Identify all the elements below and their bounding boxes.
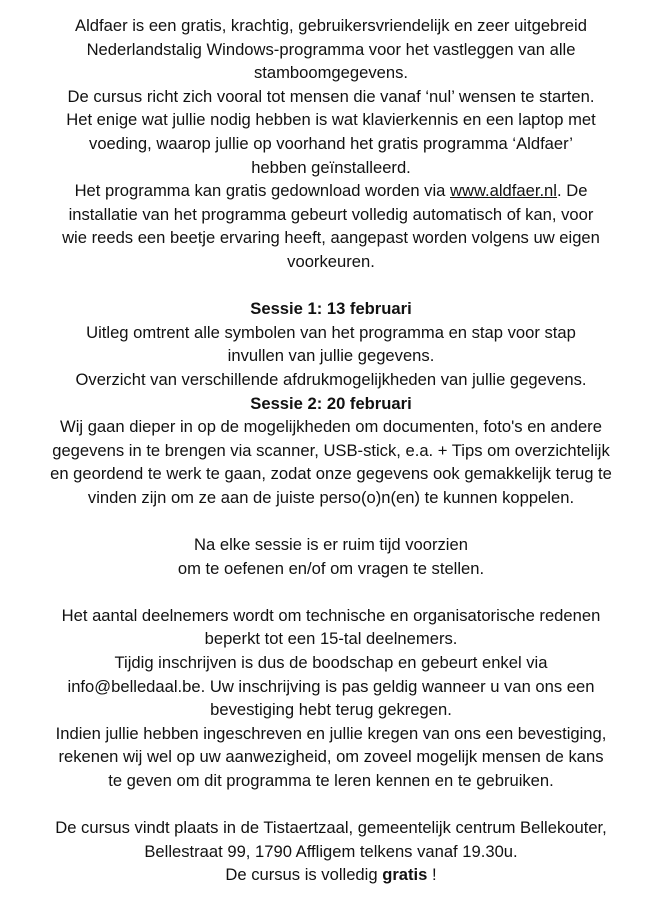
free-course-line [10, 863, 652, 887]
text-line: Overzicht van verschillende afdrukmogelijkheden van jullie gegevens. [75, 369, 587, 389]
text-line: Na elke sessie is er ruim tijd voorzien [194, 535, 468, 555]
text-line: info@belledaal.be. Uw inschrijving is pas geldig wanneer u van ons een [67, 676, 595, 696]
participants-paragraph [10, 604, 652, 793]
text-line: Nederlandstalig Windows-programma voor het vastleggen van alle [86, 39, 576, 59]
text-line: Het enige wat jullie nodig hebben is wat klavierkennis en een laptop met [66, 110, 596, 130]
text-line: Tijdig inschrijven is dus de boodschap en gebeurt enkel via [114, 653, 548, 673]
text-line: De cursus richt zich vooral tot mensen die vanaf ‘nul’ wensen te starten. [67, 86, 595, 106]
spacer [10, 509, 652, 533]
text-line: hebben geïnstalleerd. [251, 157, 411, 177]
text-fragment: . De [556, 181, 588, 201]
location-paragraph [10, 816, 652, 887]
practice-time-paragraph [10, 533, 652, 580]
text-line: beperkt tot een 15-tal deelnemers. [204, 629, 458, 649]
session-1-section [10, 297, 652, 391]
download-line [10, 179, 652, 203]
free-emphasis: gratis [382, 865, 428, 885]
text-line: Aldfaer is een gratis, krachtig, gebruikersvriendelijk en zeer uitgebreid [75, 16, 587, 35]
text-line: gegevens in te brengen via scanner, USB-stick, e.a. + Tips om overzichtelijk [52, 440, 610, 460]
spacer [10, 793, 652, 817]
text-line: om te oefenen en/of om vragen te stellen. [177, 558, 485, 578]
text-line: Het aantal deelnemers wordt om technische en organisatorische redenen [61, 605, 601, 625]
text-line: Indien jullie hebben ingeschreven en jullie kregen van ons een bevestiging, [55, 723, 607, 743]
text-line: te geven om dit programma te leren kennen en te gebruiken. [108, 771, 554, 790]
text-line: vinden zijn om ze aan de juiste perso(o)n(en) te kunnen koppelen. [87, 487, 575, 507]
text-fragment: Het programma kan gratis gedownload worden via [74, 181, 450, 201]
text-line: Wij gaan dieper in op de mogelijkheden om documenten, foto's en andere [60, 417, 602, 437]
text-line: Bellestraat 99, 1790 Affligem telkens vanaf 19.30u. [144, 841, 518, 861]
intro-paragraph [10, 14, 652, 274]
session-2-title: Sessie 2: 20 februari [250, 393, 412, 413]
text-line: Uitleg omtrent alle symbolen van het programma en stap voor stap [86, 322, 576, 342]
text-line: voeding, waarop jullie op voorhand het gratis programma ‘Aldfaer’ [89, 133, 573, 153]
text-line: bevestiging hebt terug gekregen. [210, 700, 452, 720]
text-line: installatie van het programma gebeurt volledig automatisch of kan, voor [68, 204, 594, 224]
spacer [10, 274, 652, 298]
text-line: invullen van jullie gegevens. [227, 346, 435, 366]
text-line: en geordend te werk te gaan, zodat onze gegevens ook gemakkelijk terug te [50, 464, 612, 484]
session-1-title: Sessie 1: 13 februari [250, 299, 412, 319]
text-line: De cursus vindt plaats in de Tistaertzaal, gemeentelijk centrum Bellekouter, [55, 818, 607, 838]
text-fragment: De cursus is volledig [225, 865, 383, 885]
text-line: voorkeuren. [287, 251, 375, 271]
aldfaer-website-link[interactable]: www.aldfaer.nl [449, 181, 557, 201]
spacer [10, 580, 652, 604]
text-line: wie reeds een beetje ervaring heeft, aangepast worden volgens uw eigen [62, 228, 600, 248]
text-line: stamboomgegevens. [253, 63, 409, 83]
text-fragment: ! [427, 865, 437, 885]
session-2-section [10, 392, 652, 510]
text-line: rekenen wij wel op uw aanwezigheid, om zoveel mogelijk mensen de kans [58, 747, 604, 767]
